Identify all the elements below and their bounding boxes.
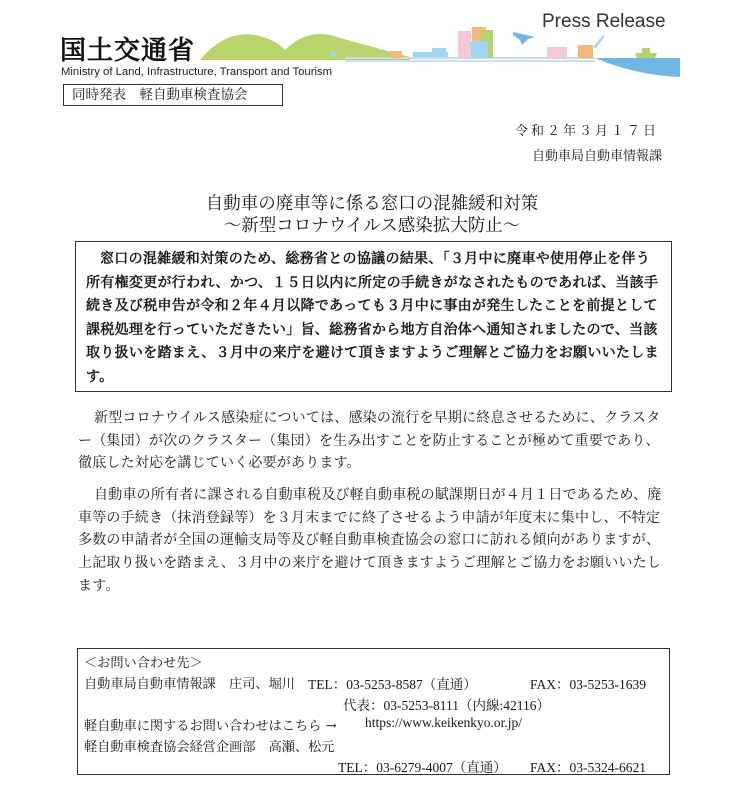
- issuing-department: 自動車局自動車情報課: [531, 149, 662, 164]
- contact-box: [77, 648, 670, 775]
- kei-fax: FAX：03-5324-6621: [530, 760, 646, 775]
- mlit-main-tel: 代表：03-5253-8111（内線:42116）: [343, 698, 550, 713]
- sea-shape: [595, 58, 680, 77]
- contact-heading: ＜お問い合わせ先＞: [84, 656, 203, 671]
- notice-text: 窓口の混雑緩和対策のため、総務省との協議の結果、「３月中に廃車や使用停止を伴う所有権変更が行われ、かつ、１５日以内に所定の手続きがなされたものであれば、当該手続き及び税申告が令和２年４月以降であっても３月中に事由が発生したことを前提として課税処理を行っていただきたい」旨、総務省から地方自治体へ通知されましたので、当該取り扱いを踏まえ、３月中の来庁を避けて頂きますようご理解とご協力をお願いいたします。: [86, 251, 659, 385]
- page-subtitle: ～新型コロナウイルス感染拡大防止～: [223, 216, 521, 236]
- crane-icon: [593, 35, 605, 48]
- mlit-contact-dept: 自動車局自動車情報課 庄司、堀川: [84, 677, 295, 692]
- banner-illustration: [195, 15, 680, 80]
- ministry-name-en: Ministry of Land, Infrastructure, Transport and Tourism: [61, 66, 333, 78]
- building-lightblue: [471, 41, 488, 58]
- joint-release-box: 同時発表 軽自動車検査協会: [63, 84, 283, 106]
- truck-icon: [432, 48, 446, 57]
- truck-pink-icon: [547, 47, 567, 58]
- release-date: 令和２年３月１７日: [514, 124, 659, 139]
- body-paragraph: 新型コロナウイルス感染症については、感染の流行を早期に終息させるために、クラスター（集団）が次のクラスター（集団）を生み出すことを防止することが極めて重要であり、徹底した対応を講じていく必要があります。: [78, 410, 661, 472]
- house-blue: [330, 52, 336, 57]
- ship-icon: [635, 48, 657, 58]
- bus-icon: [390, 51, 402, 58]
- body-paragraph: 自動車の所有者に課される自動車税及び軽自動車税の賦課期日が４月１日であるため、廃車等の手続き（抹消登録等）を３月末までに終了させるよう申請が年度末に集中し、不特定多数の申請者が全国の運輸支局等及び軽自動車検査協会の窓口に訪れる傾向がありますが、上記取り扱いを踏まえ、３月中の来庁を避けて頂きますようご理解とご協力をお願いいたします。: [78, 487, 662, 594]
- hill-shape: [200, 34, 410, 60]
- house-green: [340, 52, 346, 57]
- kei-website-link[interactable]: https://www.keikenkyo.or.jp/: [365, 715, 522, 730]
- mlit-fax: FAX：03-5253-1639: [530, 677, 646, 692]
- mlit-tel: TEL：03-5253-8587（直通）: [308, 677, 477, 692]
- kei-tel: TEL：03-6279-4007（直通）: [338, 760, 507, 775]
- ministry-logo-jp: 国土交通省: [60, 36, 196, 66]
- notice-box: [75, 241, 672, 392]
- airplane-icon: [513, 32, 535, 45]
- kei-inquiry-label: 軽自動車に関するお問い合わせはこちら →: [84, 719, 337, 734]
- page-title: 自動車の廃車等に係る窓口の混雑緩和対策: [205, 194, 539, 214]
- press-release-label: Press Release: [542, 11, 666, 32]
- factory-icon: [578, 45, 593, 58]
- kei-contact-dept: 軽自動車検査協会経営企画部 高瀬、松元: [84, 740, 335, 755]
- building-pink: [458, 31, 471, 58]
